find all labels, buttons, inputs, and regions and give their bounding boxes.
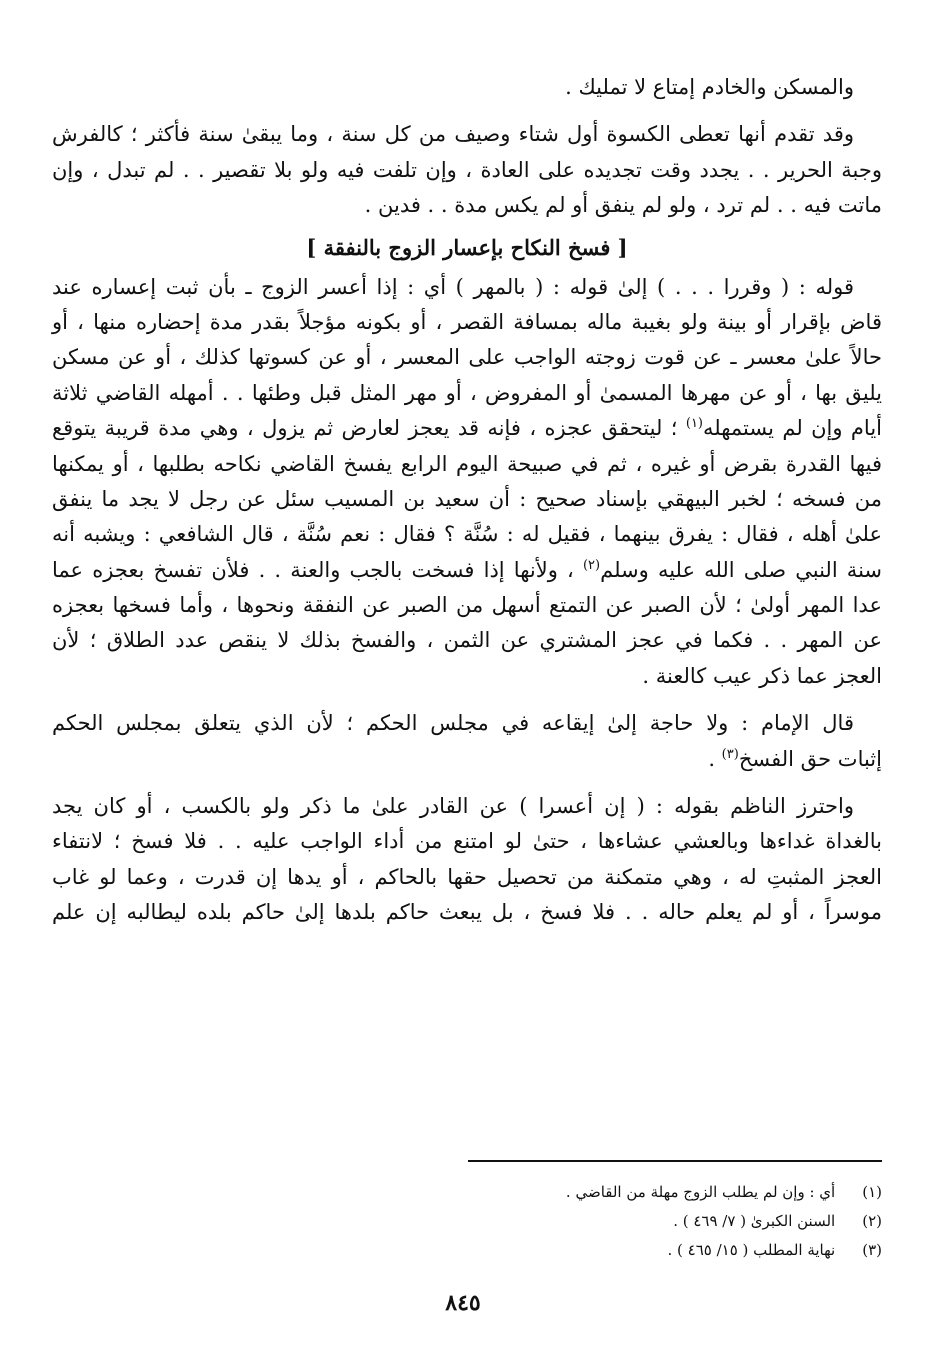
footnote-ref[interactable]: (١) (685, 416, 703, 432)
text-line: فيها القدرة بقرض أو غيره ، ثم في صبيحة اليوم الرابع يفسخ القاضي نكاحه بطلبها ، أو يمكنها (52, 451, 882, 476)
text-line: وجبة الحرير . . يجدد وقت تجديده على العادة ، وإن تلفت فيه ولو بلا تقصير . . لم تبدل ، وإن (52, 157, 882, 182)
footnote-number: (٢) (862, 1212, 882, 1230)
text-line (52, 742, 882, 777)
footnotes (400, 1178, 882, 1265)
footnote-item (400, 1178, 882, 1207)
text-line: علىٰ أهله ، فقال : يفرق بينهما ، فقيل له : سُنَّة ؟ فقال : نعم سُنَّة ، قال الشافعي : ويشبه أنه (52, 522, 882, 547)
text-line: عن المهر . . فكما في عجز المشتري عن الثمن ، والفسخ بذلك لا ينقص عدد الطلاق ؛ لأن (52, 628, 882, 653)
footnote-number: (١) (862, 1183, 882, 1201)
text-line: موسراً ، أو لم يعلم حاله . . فلا فسخ ، بل يبعث حاكم بلدها إلىٰ حاكم بلده ليطالبه إن علم (52, 900, 882, 925)
text-segment: ، ولأنها إذا فسخت بالجب والعنة . . فلأن تفسخ بعجزه عما (52, 557, 583, 582)
footnote-item (400, 1207, 882, 1236)
footnote-item (400, 1236, 882, 1265)
text-segment: . (708, 746, 722, 771)
footnote-text: نهاية المطلب ( ١٥/ ٤٦٥ ) . (667, 1241, 836, 1259)
text-line: العجز عما ذكر عيب كالعنة . (642, 663, 882, 688)
text-line: وقد تقدم أنها تعطى الكسوة أول شتاء وصيف من كل سنة ، وما يبقىٰ سنة فأكثر ؛ كالفرش (52, 122, 854, 147)
page-body (52, 70, 882, 931)
footnote-ref[interactable]: (٣) (721, 746, 739, 762)
footnote-separator (468, 1160, 882, 1162)
paragraph-gap (52, 105, 882, 117)
footnote-text: السنن الكبرىٰ ( ٧/ ٤٦٩ ) . (673, 1212, 836, 1230)
text-segment: سنة النبي صلى الله عليه وسلم (600, 557, 883, 582)
text-line (52, 553, 882, 588)
paragraph-gap (52, 694, 882, 706)
text-segment: إثبات حق الفسخ (738, 746, 882, 771)
text-segment: أيام وإن لم يستمهله (703, 416, 883, 441)
text-line (52, 411, 882, 446)
text-line: حالاً علىٰ معسر ـ عن قوت زوجته الواجب على المعسر ، أو عن كسوتها كذلك ، أو عن مسكن (52, 345, 882, 370)
text-line: بالغداة غداءها وبالعشي عشاءها ، حتىٰ لو امتنع من أداء الواجب عليه . . فلا فسخ ؛ لانتفاء (52, 829, 882, 854)
footnote-ref[interactable]: (٢) (582, 557, 601, 573)
text-line: عدا المهر أولىٰ ؛ لأن الصبر عن التمتع أسهل من الصبر عن النفقة ونحوها ، وأما فسخها بعجزه (52, 593, 882, 618)
text-line: قاض بإقرار أو بينة ولو بغيبة ماله بمسافة القصر ، أو بكونه مؤجلاً بقدر مدة إحضاره منها ، أو (52, 309, 882, 334)
text-line: قال الإمام : ولا حاجة إلىٰ إيقاعه في مجلس الحكم ؛ لأن الذي يتعلق بمجلس الحكم (52, 711, 854, 736)
text-line: قوله : ( وقررا . . . ) إلىٰ قوله : ( بالمهر ) أي : إذا أعسر الزوج ـ بأن ثبت إعساره عند (52, 274, 854, 299)
text-line: واحترز الناظم بقوله : ( إن أعسرا ) عن القادر علىٰ ما ذكر ولو بالكسب ، أو كان يجد (52, 794, 854, 819)
text-line: ماتت فيه . . لم ترد ، ولو لم ينفق أو لم يكس مدة . . فدين . (364, 193, 882, 218)
paragraph-gap (52, 777, 882, 789)
text-line: من فسخه ؛ لخبر البيهقي بإسناد صحيح : أن سعيد بن المسيب سئل عن رجل لا يجد ما ينفق (52, 486, 882, 511)
footnote-text: أي : وإن لم يطلب الزوج مهلة من القاضي . (565, 1183, 836, 1201)
text-segment: ؛ ليتحقق عجزه ، فإنه قد يعجز لعارض ثم يزول ، وهي مدة قريبة يتوقع (52, 416, 686, 441)
section-heading: [ فسخ النكاح بإعسار الزوج بالنفقة ] (306, 234, 628, 260)
text-line: يليق بها ، أو عن مهرها المسمىٰ أو المفروض ، أو مهر المثل قبل وطئها . . أمهله القاضي ثلاثة (52, 380, 882, 405)
text-line: العجز المثبتِ له ، وهي متمكنة من تحصيل حقها بالحاكم ، أو يدها إن قدرت ، وعما لو غاب (52, 864, 882, 889)
footnote-number: (٣) (862, 1241, 882, 1259)
text-line: والمسكن والخادم إمتاع لا تمليك . (565, 75, 854, 99)
page-number: ٨٤٥ (445, 1290, 481, 1316)
